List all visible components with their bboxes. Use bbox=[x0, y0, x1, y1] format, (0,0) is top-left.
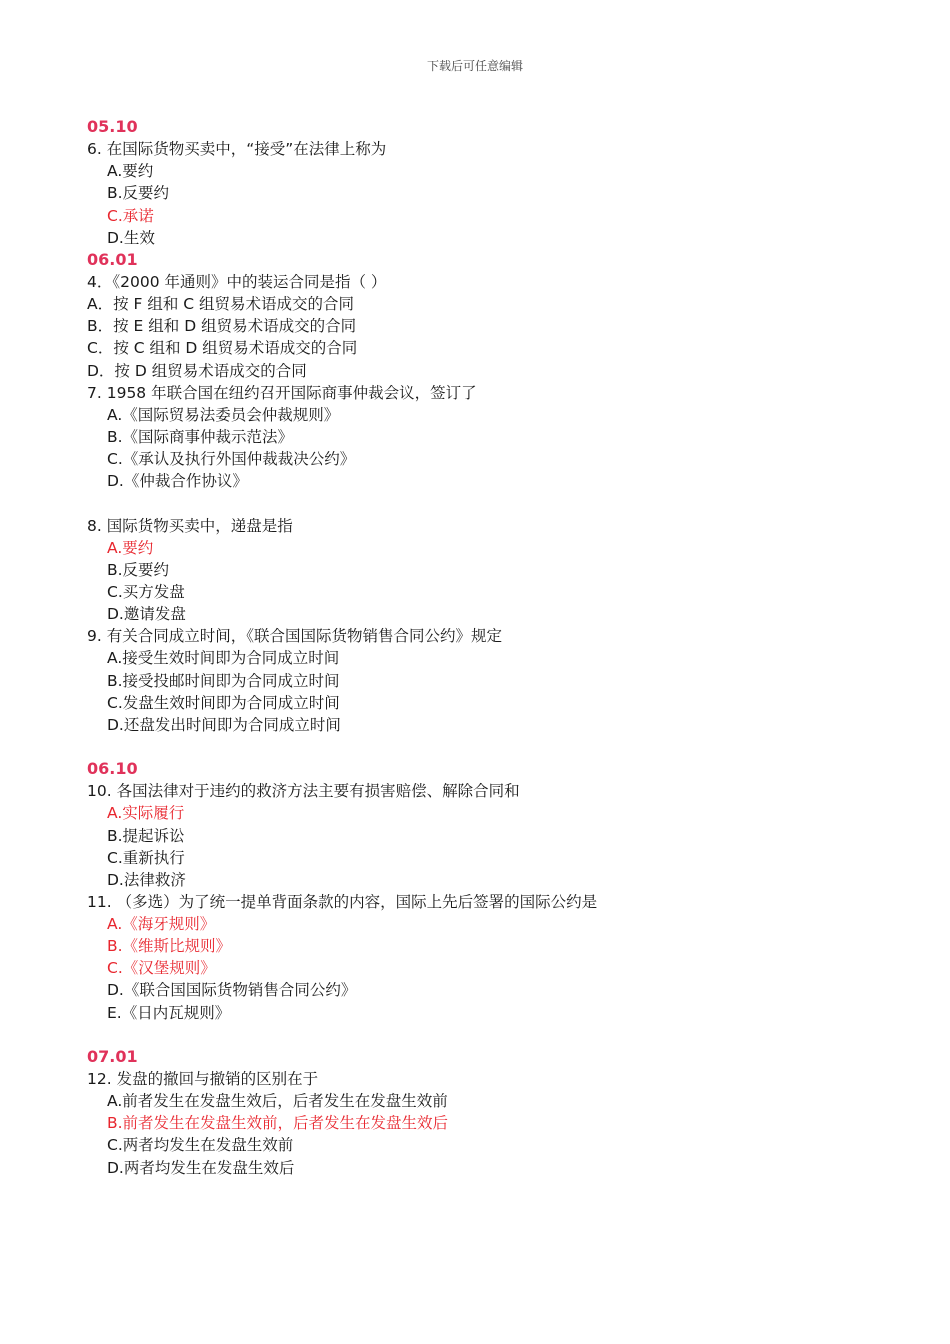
answer-option: C.买方发盘 bbox=[107, 582, 185, 601]
answer-option: B.反要约 bbox=[107, 184, 170, 203]
question-text: 12. 发盘的撤回与撤销的区别在于 bbox=[87, 1070, 319, 1089]
question-text: A．按 F 组和 C 组贸易术语成交的合同 bbox=[87, 295, 355, 314]
answer-option: A.前者发生在发盘生效后，后者发生在发盘生效前 bbox=[107, 1092, 448, 1111]
answer-option: B.反要约 bbox=[107, 560, 170, 579]
answer-option: D.两者均发生在发盘生效后 bbox=[107, 1158, 295, 1177]
blank-line bbox=[87, 736, 887, 758]
answer-option: A.《国际贸易法委员会仲裁规则》 bbox=[107, 405, 340, 424]
answer-option: C.发盘生效时间即为合同成立时间 bbox=[107, 693, 340, 712]
section-date-heading: 06.10 bbox=[87, 759, 138, 779]
section-date-heading: 06.01 bbox=[87, 249, 138, 269]
question-text: 10. 各国法律对于违约的救济方法主要有损害赔偿、解除合同和 bbox=[87, 782, 520, 801]
answer-option: A.接受生效时间即为合同成立时间 bbox=[107, 649, 340, 668]
question-text: 11. （多选）为了统一提单背面条款的内容，国际上先后签署的国际公约是 bbox=[87, 892, 598, 911]
question-text: 4．《2000 年通则》中的装运合同是指（ ） bbox=[87, 272, 387, 291]
question-text: 7. 1958 年联合国在纽约召开国际商事仲裁会议，签订了 bbox=[87, 383, 477, 402]
answer-option: C.重新执行 bbox=[107, 848, 185, 867]
blank-line bbox=[87, 1024, 887, 1046]
answer-option: D.邀请发盘 bbox=[107, 605, 186, 624]
page-header: 下载后可任意编辑 bbox=[426, 59, 523, 73]
section-date-heading: 07.01 bbox=[87, 1046, 138, 1066]
answer-option: D.生效 bbox=[107, 228, 155, 247]
answer-option: C.两者均发生在发盘生效前 bbox=[107, 1136, 294, 1155]
blank-line bbox=[87, 492, 887, 514]
answer-option: D.《仲裁合作协议》 bbox=[107, 472, 248, 491]
answer-option: C.《承认及执行外国仲裁裁决公约》 bbox=[107, 450, 356, 469]
question-text: C．按 C 组和 D 组贸易术语成交的合同 bbox=[87, 339, 358, 358]
correct-answer-option: B.前者发生在发盘生效前，后者发生在发盘生效后 bbox=[107, 1114, 449, 1133]
question-text: 6. 在国际货物买卖中，“接受”在法律上称为 bbox=[87, 140, 387, 159]
answer-option: E.《日内瓦规则》 bbox=[107, 1003, 231, 1022]
question-text: 8. 国际货物买卖中，递盘是指 bbox=[87, 516, 293, 535]
exam-content bbox=[87, 116, 887, 1179]
question-text: 9. 有关合同成立时间，《联合国国际货物销售合同公约》规定 bbox=[87, 627, 502, 646]
correct-answer-option: B.《维斯比规则》 bbox=[107, 937, 232, 956]
question-text: D．按 D 组贸易术语成交的合同 bbox=[87, 361, 307, 380]
correct-answer-option: A.实际履行 bbox=[107, 804, 185, 823]
correct-answer-option: A.《海牙规则》 bbox=[107, 915, 216, 934]
answer-option: D.《联合国国际货物销售合同公约》 bbox=[107, 981, 357, 1000]
correct-answer-option: C.承诺 bbox=[107, 206, 154, 225]
answer-option: D.法律救济 bbox=[107, 870, 186, 889]
answer-option: B.提起诉讼 bbox=[107, 826, 185, 845]
correct-answer-option: A.要约 bbox=[107, 538, 154, 557]
section-date-heading: 05.10 bbox=[87, 117, 138, 136]
correct-answer-option: C.《汉堡规则》 bbox=[107, 959, 216, 978]
answer-option: D.还盘发出时间即为合同成立时间 bbox=[107, 715, 341, 734]
answer-option: B.接受投邮时间即为合同成立时间 bbox=[107, 671, 340, 690]
question-text: B．按 E 组和 D 组贸易术语成交的合同 bbox=[87, 317, 357, 336]
answer-option: B.《国际商事仲裁示范法》 bbox=[107, 427, 294, 446]
answer-option: A.要约 bbox=[107, 162, 154, 181]
